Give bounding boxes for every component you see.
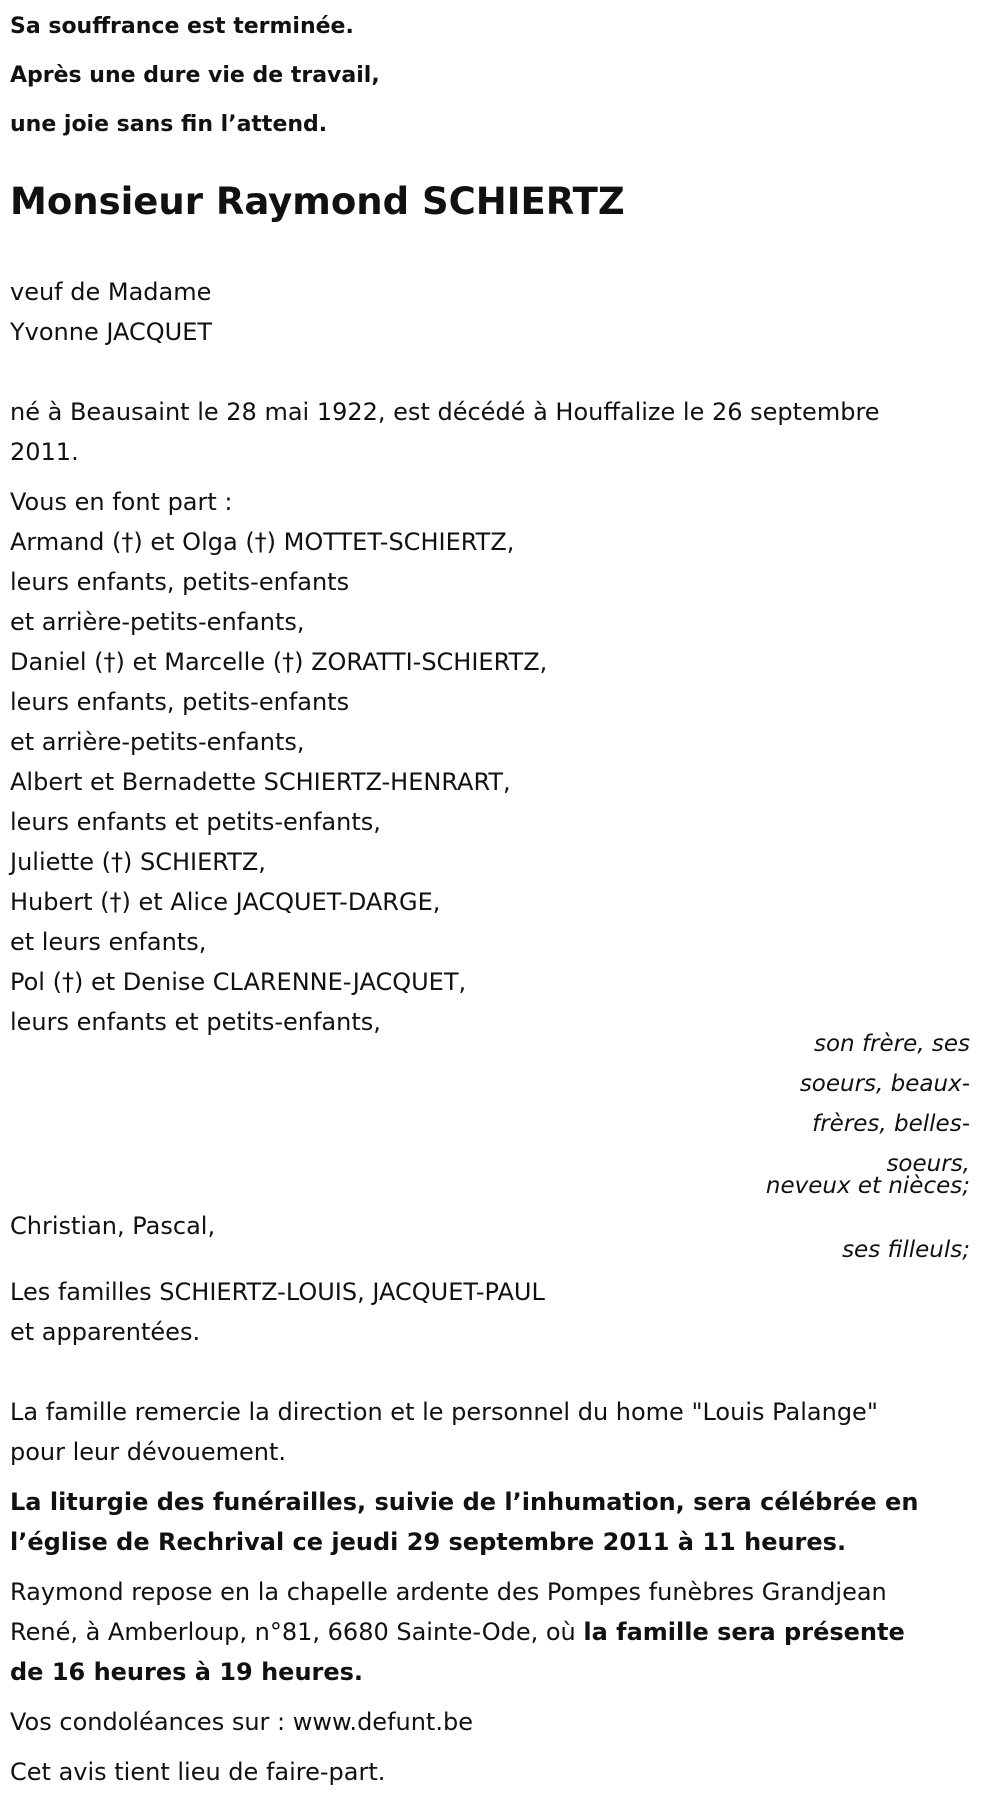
family-line: Armand (†) et Olga (†) MOTTET-SCHIERTZ, xyxy=(10,528,515,556)
family-line: leurs enfants, petits-enfants xyxy=(10,688,350,716)
intro-line: Sa souffrance est terminée. xyxy=(10,14,354,39)
relation-label: frères, belles- xyxy=(812,1111,970,1137)
family-line: leurs enfants et petits-enfants, xyxy=(10,808,381,836)
chapel-presence: la famille sera présente xyxy=(583,1618,905,1646)
family-line: leurs enfants, petits-enfants xyxy=(10,568,350,596)
godchildren-names: Christian, Pascal, xyxy=(10,1212,216,1240)
intro-line: Après une dure vie de travail, xyxy=(10,63,380,88)
birth-death-line: né à Beausaint le 28 mai 1922, est décédé à Houffalize le 26 septembre xyxy=(10,398,880,426)
nephews-label: neveux et nièces; xyxy=(765,1173,970,1199)
chapel-hours: de 16 heures à 19 heures. xyxy=(10,1658,364,1686)
family-line: et arrière-petits-enfants, xyxy=(10,608,305,636)
chapel-line xyxy=(10,1612,905,1652)
relation-label: soeurs, beaux- xyxy=(799,1071,970,1097)
closing-line: Cet avis tient lieu de faire-part. xyxy=(10,1758,386,1786)
intro-line: une joie sans fin l’attend. xyxy=(10,112,328,137)
godchildren-label: ses filleuls; xyxy=(842,1237,970,1263)
widow-line: veuf de Madame xyxy=(10,278,212,306)
liturgy-line: La liturgie des funérailles, suivie de l’inhumation, sera célébrée en xyxy=(10,1488,919,1516)
birth-death-line: 2011. xyxy=(10,438,79,466)
chapel-line: Raymond repose en la chapelle ardente des Pompes funèbres Grandjean xyxy=(10,1578,887,1606)
thanks-line: pour leur dévouement. xyxy=(10,1438,287,1466)
condolences-line: Vos condoléances sur : www.defunt.be xyxy=(10,1708,473,1736)
family-line: Daniel (†) et Marcelle (†) ZORATTI-SCHIERTZ, xyxy=(10,648,548,676)
family-line: Hubert (†) et Alice JACQUET-DARGE, xyxy=(10,888,441,916)
relation-label: son frère, ses xyxy=(814,1031,970,1057)
family-line: Albert et Bernadette SCHIERTZ-HENRART, xyxy=(10,768,511,796)
widow-line: Yvonne JACQUET xyxy=(10,318,213,346)
deceased-name: Monsieur Raymond SCHIERTZ xyxy=(10,180,625,223)
liturgy-line: l’église de Rechrival ce jeudi 29 septembre 2011 à 11 heures. xyxy=(10,1528,847,1556)
families-line: et apparentées. xyxy=(10,1318,201,1346)
family-line: Juliette (†) SCHIERTZ, xyxy=(10,848,266,876)
relation-label: soeurs, xyxy=(886,1151,970,1177)
family-line: Pol (†) et Denise CLARENNE-JACQUET, xyxy=(10,968,467,996)
family-line: Vous en font part : xyxy=(10,488,233,516)
chapel-address: René, à Amberloup, n°81, 6680 Sainte-Ode, où xyxy=(10,1618,584,1646)
family-line: et arrière-petits-enfants, xyxy=(10,728,305,756)
thanks-line: La famille remercie la direction et le personnel du home "Louis Palange" xyxy=(10,1398,878,1426)
family-line: et leurs enfants, xyxy=(10,928,207,956)
family-line: leurs enfants et petits-enfants, xyxy=(10,1008,381,1036)
families-line: Les familles SCHIERTZ-LOUIS, JACQUET-PAUL xyxy=(10,1278,545,1306)
